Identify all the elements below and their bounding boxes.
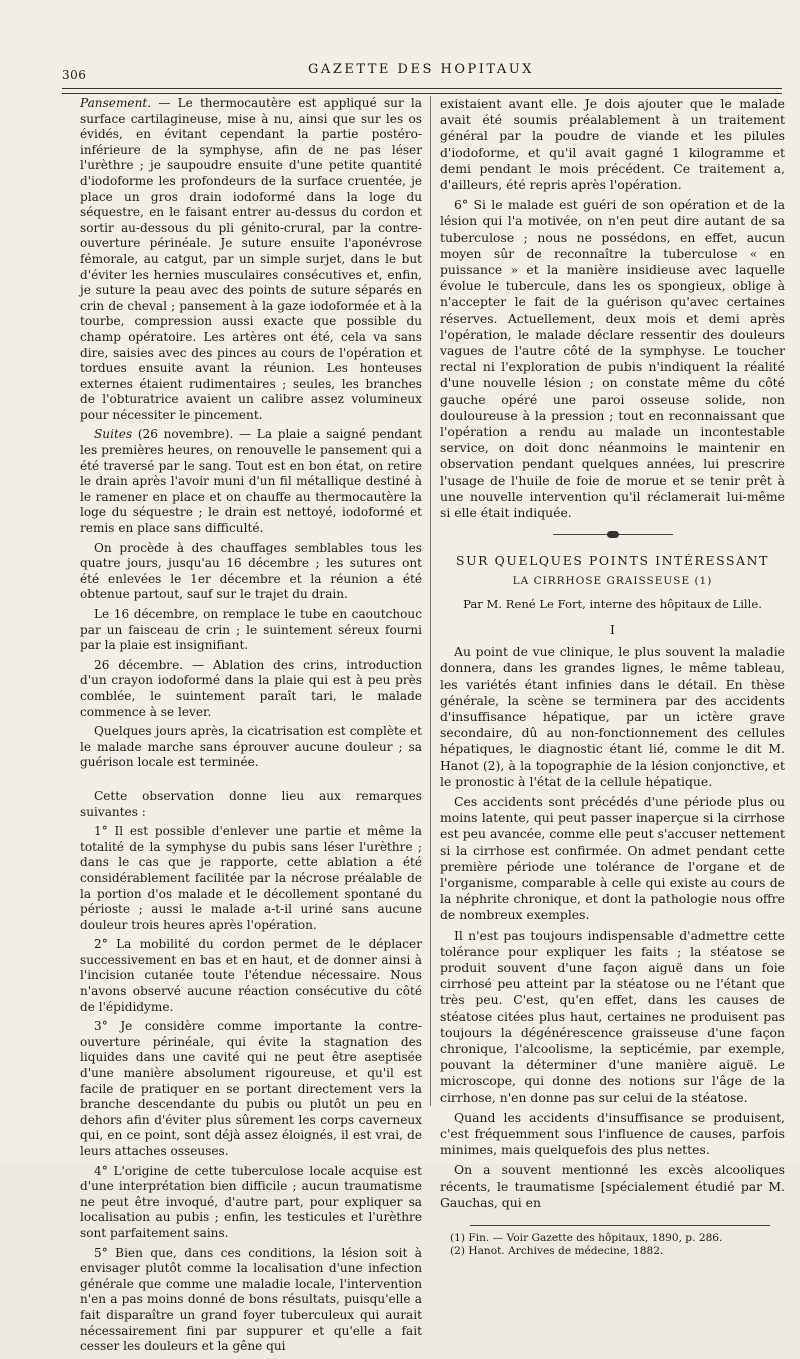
paragraph: 6° Si le malade est guéri de son opération et de la lésion qui l'a motivée, on n'en peut dire autant de sa tuberculose ; nous ne possédons, en effet, aucun moyen sûr de reconnaître la tuberculose « en puissance » et la manière insidieuse avec laquelle évolue le tubercule, dans les os spongieux, oblige à n'accepter le fait de la guérison qu'avec certaines réserves. Actuellement, deux mois et demi après l'opération, le malade déclare ressentir des douleurs vagues de l'autre côté de la symphyse. Le toucher rectal ni l'exploration de pubis n'indiquent la réalité d'une nouvelle lésion ; on constate même du côté gauche opéré une paroi osseuse solide, non douloureuse à la pression ; tout en reconnaissant que l'opération a rendu au malade un incontestable service, on doit donc néanmoins le maintenir en observation pendant quelques années, lui prescrire l'usage de l'huile de foie de morue et se tenir prêt à une nouvelle intervention qu'il réclamerait lui-même si elle était indiquée.: [440, 197, 785, 521]
page-number: 306: [62, 68, 87, 82]
section-number: I: [610, 621, 615, 637]
ornament-center: [607, 531, 619, 538]
paragraph: 2° La mobilité du cordon permet de le déplacer successivement en bas et en haut, et de donner ainsi à l'incision cutanée toute l'étendue nécessaire. Nous n'avons observé aucune réaction consécutive du côté de l'épididyme.: [80, 937, 422, 1014]
paragraph: Cette observation donne lieu aux remarques suivantes :: [80, 788, 422, 819]
article-title: SUR QUELQUES POINTS INTÉRESSANT: [456, 553, 769, 569]
paragraph: 5° Bien que, dans ces conditions, la lésion soit à envisager plutôt comme la localisation d'une infection générale que comme une maladie locale, l'intervention n'en a pas moins donné de bons résultats, puisqu'elle a fait disparaître un grand foyer tuberculeux qui aurait nécessairement fini par suppurer et qu'elle a fait cesser les douleurs et la gêne qui: [80, 1245, 422, 1354]
article-subtitle: LA CIRRHOSE GRAISSEUSE (1): [512, 575, 713, 588]
journal-title: GAZETTE DES HOPITAUX: [308, 62, 534, 77]
paragraph: 4° L'origine de cette tuberculose locale acquise est d'une interprétation bien difficile ; aucun traumatisme ne peut être invoqué, d'autre part, pour expliquer sa localisation au pubis ; enfin, les testicules et l'urèthre sont parfaitement sains.: [80, 1163, 422, 1240]
footnote-rule: [470, 1225, 770, 1226]
paragraph-pansement: [80, 96, 422, 423]
paragraph-suites: [80, 427, 422, 536]
ornament-divider: [553, 531, 673, 539]
paragraph: Le 16 décembre, on remplace le tube en caoutchouc par un faisceau de crin ; le suintement séreux fourni par la plaie est insignifiant.: [80, 607, 422, 653]
paragraph: 1° Il est possible d'enlever une partie et même la totalité de la symphyse du pubis sans léser l'urèthre ; dans le cas que je rapporte, cette ablation a été considérablement facilitée par la nécrose préalable de la portion d'os malade et le décollement spontané du périoste ; aussi le malade a-t-il uriné sans aucune douleur trois heures après l'opération.: [80, 824, 422, 932]
header-rule: [62, 88, 782, 94]
paragraph: 3° Je considère comme importante la contre-ouverture périnéale, qui évite la stagnation des liquides dans une cavité qui ne peut être aseptisée d'une manière absolument rigoureuse, et qu'il est facile de pratiquer en se portant directement vers la branche descendante du pubis ou plutôt un peu en dehors afin d'éviter plus sûrement les corps caverneux qui, en ce point, sont déjà assez éloignés, il est vrai, de leurs attaches osseuses.: [80, 1019, 422, 1158]
paragraph: Au point de vue clinique, le plus souvent la maladie donnera, dans les grandes lignes, le même tableau, les variétés étant infinies dans le détail. En thèse générale, la scène se terminera par des accidents d'insuffisance hépatique, par un ictère grave secondaire, dû au non-fonctionnement des cellules hépatiques, le diagnostic étant lié, comme le dit M. Hanot (2), à la topographie de la lésion conjonctive, et le pronostic à l'état de la cellule hépatique.: [440, 644, 785, 789]
paragraph-label: Pansement.: [80, 96, 152, 110]
paragraph-label: Suites: [94, 427, 133, 442]
article-author: Par M. René Le Fort, interne des hôpitaux de Lille.: [463, 596, 762, 611]
paragraph: Quelques jours après, la cicatrisation est complète et le malade marche sans éprouver aucune douleur ; sa guérison locale est terminée.: [80, 724, 422, 770]
right-column: [440, 96, 785, 1258]
page-header: [62, 62, 780, 86]
left-column: [80, 96, 422, 1359]
footnote: (2) Hanot. Archives de médecine, 1882.: [450, 1245, 664, 1257]
paragraph: On procède à des chauffages semblables tous les quatre jours, jusqu'au 16 décembre ; les sutures ont été enlevées le 1er décembre et la réunion a été obtenue partout, sauf sur le trajet du drain.: [80, 540, 422, 602]
footnote: (1) Fin. — Voir Gazette des hôpitaux, 1890, p. 286.: [450, 1232, 723, 1244]
paragraph: 26 décembre. — Ablation des crins, introduction d'un crayon iodoformé dans la plaie qui est à peu près comblée, le suintement paraît tari, le malade commence à se lever.: [80, 657, 422, 719]
paragraph-text: — Le thermocautère est appliqué sur la surface cartilagineuse, mise à nu, ainsi que sur les os évidés, en évitant cependant la partie postéro-inférieure de la symphyse, afin de ne pas léser l'urèthre ; je saupoudre ensuite d'une petite quantité d'iodoforme les profondeurs de la surface cruentée, je place un gros drain iodoformé dans la loge du séquestre, en le faisant entrer au-dessus du cordon et sortir au-dessous du pli génito-crural, par la contre-ouverture périnéale. Je suture ensuite l'aponévrose fémorale, au catgut, par un simple surjet, dans le but d'éviter les hernies musculaires consécutives et, enfin, je suture la peau avec des points de suture séparés en crin de cheval ; pansement à la gaze iodoformée et à la tourbe, compression aussi exacte que possible du champ opératoire. Les artères ont été, cela va sans dire, saisies avec des pinces au cours de l'opération et tordues ensuite avant la réunion. Les honteuses externes étaient rudimentaires ; seules, les branches de l'obturatrice avaient un calibre assez volumineux pour nécessiter le pincement.: [80, 96, 422, 422]
paragraph: Quand les accidents d'insuffisance se produisent, c'est fréquemment sous l'influence de causes, parfois minimes, mais quelquefois des plus nettes.: [440, 1109, 785, 1158]
paragraph: On a souvent mentionné les excès alcooliques récents, le traumatisme [spécialement étudié par M. Gauchas, qui en: [440, 1162, 785, 1210]
paragraph-text: (26 novembre). — La plaie a saigné pendant les premières heures, on renouvelle le pansement qui a été traversé par le sang. Tout est en bon état, on retire le drain après l'avoir muni d'un fil métallique destiné à le ramener en place et on chauffe au thermocautère la loge du séquestre ; le drain est nettoyé, iodoformé et remis en place sans difficulté.: [80, 427, 422, 536]
paragraph: existaient avant elle. Je dois ajouter que le malade avait été soumis préalablement à un traitement général par la poudre de viande et les pilules d'iodoforme, et qu'il avait gagné 1 kilogramme et demi pendant le mois précédent. Ce traitement a, d'ailleurs, été repris après l'opération.: [440, 96, 785, 193]
paragraph: Ces accidents sont précédés d'une période plus ou moins latente, qui peut passer inaperçue si la cirrhose est peu avancée, comme elle peut s'accuser nettement si la cirrhose est confirmée. On admet pendant cette première période une tolérance de l'organe et de l'organisme, comparable à celle qui existe au cours de la néphrite chronique, et dont la pathologie nous offre de nombreux exemples.: [440, 793, 785, 923]
paragraph: Il n'est pas toujours indispensable d'admettre cette tolérance pour expliquer les faits ; la stéatose se produit souvent d'une façon aiguë dans un foie cirrhosé peu atteint par la stéatose ou ne l'étant que très peu. C'est, qu'en effet, dans les causes de stéatose citées plus haut, certaines ne produisent pas toujours la dégénérescence graisseuse d'une façon chronique, l'alcoolisme, la septicémie, par exemple, pouvant la déterminer d'une manière aiguë. Le microscope, qui donne des notions sur l'âge de la cirrhose, n'en donne pas sur celui de la stéatose.: [440, 927, 785, 1105]
column-divider: [430, 96, 431, 1106]
